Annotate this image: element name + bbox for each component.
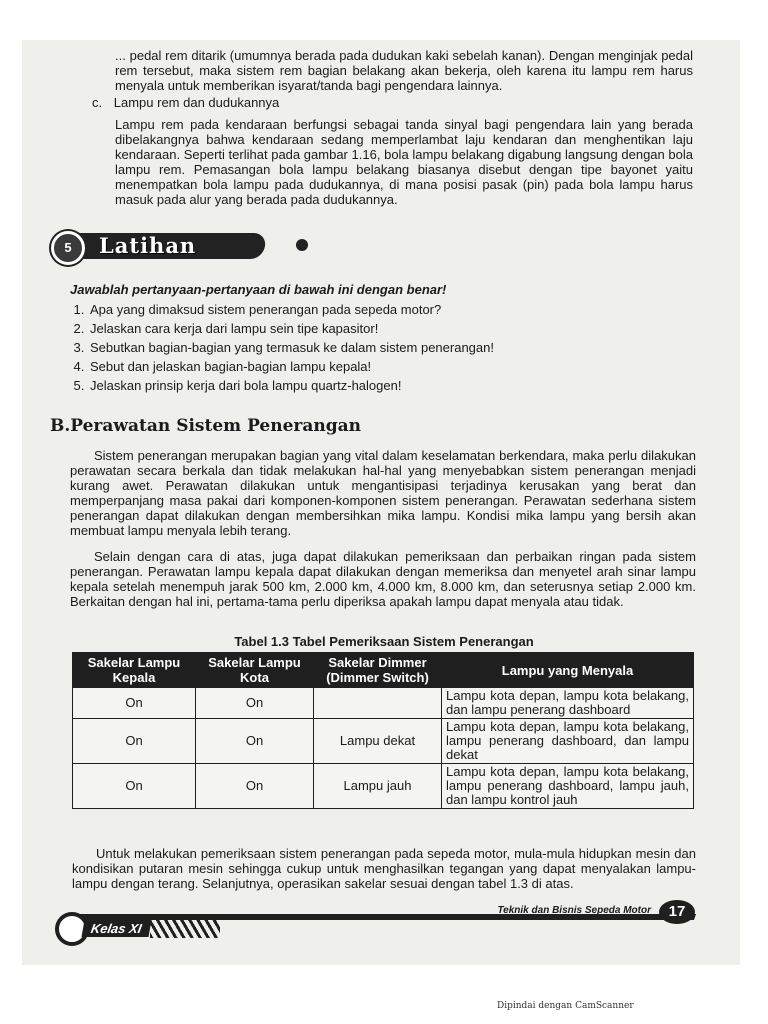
section-b-paragraph-2: Selain dengan cara di atas, juga dapat dilakukan pemeriksaan dan perbaikan ringan pada sistem penerangan. Perawatan lampu kepala dapat dilakukan dengan memeriksa dan menyetel arah sinar lampu kepala setelah menempuh jarak 500 km, 2.000 km, 4.000 km, 8.000 km, dan seterusnya setiap 2.000 km. Berkaitan dengan hal ini, pertama-tama perlu diperiksa apakah lampu dapat menyala atau tidak. — [70, 549, 696, 609]
table-cell: On — [73, 764, 196, 809]
table-cell: Lampu kota depan, lampu kota belakang, lampu penerang dashboard, lampu jauh, dan lampu kontrol jauh — [442, 764, 694, 809]
table-cell — [314, 688, 442, 719]
page-footer — [55, 900, 695, 942]
question-item: 4. Sebut dan jelaskan bagian-bagian lampu kepala! — [88, 357, 688, 376]
item-c-heading — [92, 95, 279, 110]
page-number: 17 — [659, 900, 695, 924]
table-cell: Lampu kota depan, lampu kota belakang, lampu penerang dashboard, dan lampu dekat — [442, 719, 694, 764]
table-header-row — [73, 653, 694, 688]
item-c-marker: c. — [92, 95, 103, 110]
header-dimmer-switch: Sakelar Dimmer (Dimmer Switch) — [314, 653, 442, 688]
header-head-lamp-switch: Sakelar Lampu Kepala — [73, 653, 196, 688]
latihan-banner — [45, 225, 271, 265]
closing-paragraph: Untuk melakukan pemeriksaan sistem penerangan pada sepeda motor, mula-mula hidupkan mesin dan kondisikan putaran mesin sehingga cukup untuk menghasilkan tegangan yang dapat menyalakan lampu-lampu dengan terang. Selanjutnya, operasikan sakelar sesuai dengan tabel 1.3 di atas. — [72, 846, 696, 891]
question-item: 1. Apa yang dimaksud sistem penerangan pada sepeda motor? — [88, 300, 688, 319]
subject-label: Teknik dan Bisnis Sepeda Motor — [497, 905, 651, 916]
latihan-title: Latihan — [99, 233, 197, 258]
question-item: 2. Jelaskan cara kerja dari lampu sein tipe kapasitor! — [88, 319, 688, 338]
section-b-title: B.Perawatan Sistem Penerangan — [50, 416, 361, 436]
table-row — [73, 688, 694, 719]
item-c-title: Lampu rem dan dudukannya — [113, 95, 280, 110]
table-cell: On — [196, 764, 314, 809]
table-cell: On — [196, 719, 314, 764]
header-lit-lamps: Lampu yang Menyala — [442, 653, 694, 688]
table-cell: Lampu kota depan, lampu kota belakang, dan lampu penerang dashboard — [442, 688, 694, 719]
table-row — [73, 719, 694, 764]
banner-dot-icon — [296, 239, 308, 251]
question-item: 5. Jelaskan prinsip kerja dari bola lampu quartz-halogen! — [88, 376, 688, 395]
table-cell: Lampu jauh — [314, 764, 442, 809]
section-b-paragraph-1: Sistem penerangan merupakan bagian yang vital dalam keselamatan berkendara, maka perlu dilakukan perawatan secara berkala dan tidak melakukan hal-hal yang menyebabkan sistem penerangan menjadi kurang awet. Perawatan dilakukan untuk mengantisipasi terjadinya kerusakan yang berat dan memperpanjang masa pakai dari komponen-komponen sistem penerangan. Perawatan sederhana sistem penerangan dapat dilakukan dengan membersihkan mika lampu. Kondisi mika lampu yang bersih akan membuat lampu menyala lebih terang. — [70, 448, 696, 538]
table-cell: On — [73, 688, 196, 719]
table-cell: On — [196, 688, 314, 719]
scanner-watermark: Dipindai dengan CamScanner — [497, 1001, 634, 1011]
exercise-number-badge: 5 — [51, 231, 85, 265]
table-cell: On — [73, 719, 196, 764]
table-caption: Tabel 1.3 Tabel Pemeriksaan Sistem Penerangan — [234, 634, 534, 649]
item-c-paragraph: Lampu rem pada kendaraan berfungsi sebagai tanda sinyal bagi pengendara lain yang berada dibelakangnya bahwa kendaraan sedang memperlambat laju kendaran dan menghentikan laju kendaraan. Seperti terlihat pada gambar 1.16, bola lampu belakang digabung langsung dengan bola lampu rem. Pemasangan bola lampu belakang biasanya disebut dengan tipe bayonet yaitu menempatkan bola lampu pada dudukannya, di mana posisi pasak (pin) pada bola lampu harus masuk pada alur yang berada pada dudukannya. — [115, 117, 693, 207]
class-label: Kelas XI — [82, 920, 152, 937]
top-paragraph: ... pedal rem ditarik (umumnya berada pada dudukan kaki sebelah kanan). Dengan menginjak pedal rem tersebut, maka sistem rem bagian belakang akan bekerja, oleh karena itu lampu rem harus menyala untuk memberikan isyarat/tanda bagi pengendara lainnya. — [115, 48, 693, 93]
exercise-instruction: Jawablah pertanyaan-pertanyaan di bawah ini dengan benar! — [70, 282, 447, 297]
footer-stripes — [150, 920, 220, 938]
question-list — [70, 300, 688, 395]
table-cell: Lampu dekat — [314, 719, 442, 764]
inspection-table — [72, 652, 694, 809]
question-item: 3. Sebutkan bagian-bagian yang termasuk ke dalam sistem penerangan! — [88, 338, 688, 357]
header-city-lamp-switch: Sakelar Lampu Kota — [196, 653, 314, 688]
table-row — [73, 764, 694, 809]
